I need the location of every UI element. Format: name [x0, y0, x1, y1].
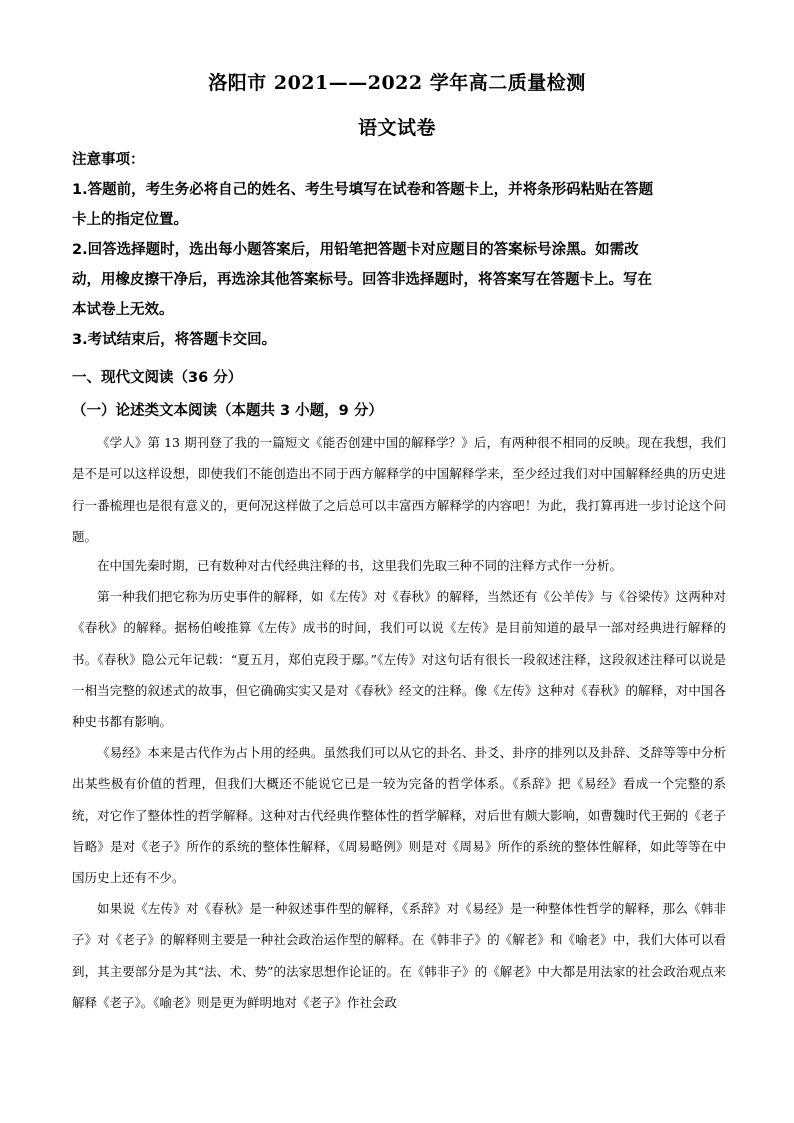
notice-heading: 注意事项：: [72, 152, 145, 168]
passage-paragraph-2: 在中国先秦时期，已有数种对古代经典注释的书，这里我们先取三种不同的注释方式作一分析。: [97, 558, 623, 573]
notice-item-1: [72, 175, 722, 235]
passage-paragraph-4: 《易经》本来是古代作为占卜用的经典。虽然我们可以从它的卦名、卦爻、卦序的排列以及卦辞、爻辞等等中分析出某些极有价值的哲理，但我们大概还不能说它已是一较为完备的哲学体系。《系辞》把《易经》看成一个完整的系统，对它作了整体性的哲学解释。这种对古代经典作整体性的哲学解释，对后世有颇大影响，如曹魏时代王弼的《老子旨略》是对《老子》所作的系统的整体性解释，《周易略例》则是对《周易》所作的系统的整体性解释，如此等等在中国历史上还有不少。: [72, 745, 726, 886]
passage-paragraph-1: 《学人》第 13 期刊登了我的一篇短文《能否创建中国的解释学？》后，有两种很不相同的反映。现在我想，我们是不是可以这样设想，即使我们不能创造出不同于西方解释学的中国解释学来，至少经过我们对中国解释经典的历史进行一番梳理也是很有意义的，更何况这样做了之后总可以丰富西方解释学的内容吧！为此，我打算再进一步讨论这个问题。: [72, 435, 726, 544]
notice-item-2-line-1: 2.回答选择题时，选出每小题答案后，用铅笔把答题卡对应题目的答案标号涂黑。如需改: [72, 242, 639, 258]
notice-item-2-line-2: 动，用橡皮擦干净后，再选涂其他答案标号。回答非选择题时，将答案写在答题卡上。写在: [72, 272, 652, 288]
notice-item-2: [72, 235, 722, 325]
exam-title: 洛阳市 2021——2022 学年高二质量检测: [208, 72, 586, 94]
passage-paragraph-3: 第一种我们把它称为历史事件的解释，如《左传》对《春秋》的解释，当然还有《公羊传》与《谷梁传》这两种对《春秋》的解释。据杨伯峻推算《左传》成书的时间，我们可以说《左传》是目前知道的最早一部对经典进行解释的书。《春秋》隐公元年记载：“夏五月，郑伯克段于鄢。”《左传》对这句话有很长一段叙述注释，这段叙述注释可以说是一相当完整的叙述式的故事，但它确确实实又是对《春秋》经文的注释。像《左传》这种对《春秋》的解释，对中国各种史书都有影响。: [72, 589, 726, 730]
passage-paragraph-5: 如果说《左传》对《春秋》是一种叙述事件型的解释，《系辞》对《易经》是一种整体性哲学的解释，那么《韩非子》对《老子》的解释则主要是一种社会政治运作型的解释。在《韩非子》的《解老》和《喻老》中，我们大体可以看到，其主要部分是为其“法、术、势”的法家思想作论证的。在《韩非子》的《解老》中大都是用法家的社会政治观点来解释《老子》。《喻老》则是更为鲜明地对《老子》作社会政: [72, 901, 726, 1010]
exam-subtitle: 语文试卷: [357, 117, 436, 139]
notice-item-1-line-1: 1.答题前，考生务必将自己的姓名、考生号填写在试卷和答题卡上，并将条形码粘贴在答题: [72, 182, 654, 198]
subsection-heading: （一）论述类文本阅读（本题共 3 小题，9 分）: [72, 403, 383, 419]
notice-item-2-line-3: 本试卷上无效。: [72, 302, 174, 318]
notice-item-3: 3.考试结束后，将答题卡交回。: [72, 332, 277, 348]
section-heading: 一、现代文阅读（36 分）: [72, 370, 243, 386]
notice-item-1-line-2: 卡上的指定位置。: [72, 212, 188, 228]
